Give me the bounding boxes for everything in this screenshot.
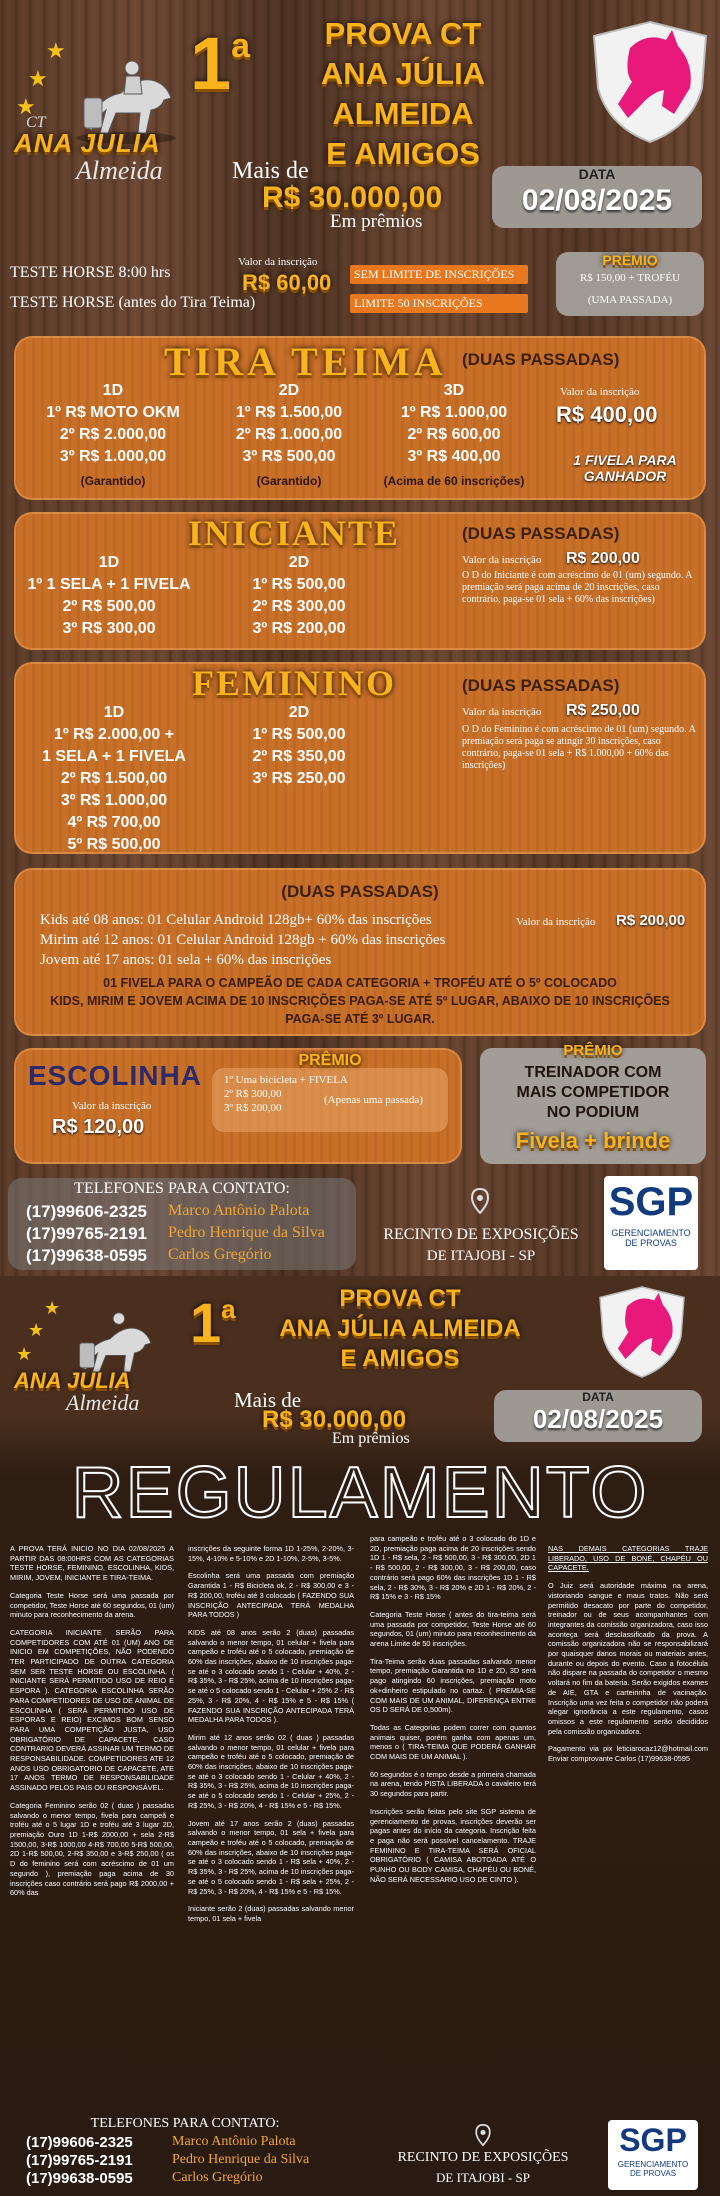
iniciante-note: O D do Iniciante é com acréscimo de 01 (um) segundo. A premiação será paga acima de 20 inscrições, caso contrário, paga-se 01 sela + 60% das inscrições) <box>462 570 692 605</box>
col-head: 1D <box>102 382 124 399</box>
ordinal-sup: a <box>231 27 251 65</box>
rule-paragraph: Pagamento via pix leticiarocaz12@hotmail.com Enviar comprovante Carlos (17)99638-0595 <box>548 1744 708 1764</box>
prize-line: 3º R$ 500,00 <box>242 448 336 465</box>
rule-paragraph: KIDS até 08 anos serão 2 (duas) passadas salvando o menor tempo, 01 celular + fivela para campeão e troféu até o 5 colocado, premiação de 60% das inscrições, abaixo de 10 inscrições paga-se até o 3 colocado sendo 1 - Celular + 40%, 2 - R$ 35%, 3 - R$ 25%, acima de 10 inscrições paga-se até o 5 colocado sendo 1 - Celular + 25% 2 - R$ 25%, 3 - R$ 20%, 4 - R$ 15% e 5 - R$ 15% ( FAZENDO SUA INSCRIÇÃO ANTECIPADA TERÁ MEDALHA PARA TODOS ). <box>188 1627 354 1725</box>
contact-name: Marco Antônio Palota <box>172 2134 296 2149</box>
sgp-small-2: DE PROVAS <box>629 2169 677 2178</box>
contact-name: Carlos Gregório <box>168 1246 272 1263</box>
ordinal-number: 1 <box>190 1291 222 1354</box>
kids-line-1: Kids até 08 anos: 01 Celular Android 128gb+ 60% das inscrições <box>40 912 432 928</box>
escolinha-p1: 1º Uma bicicleta + FIVELA <box>224 1074 348 1086</box>
rule-column-2 <box>188 1544 354 1932</box>
contact-name: Pedro Henrique da Silva <box>168 1224 325 1241</box>
phone[interactable]: (17)99638-0595 <box>26 2170 133 2187</box>
treinador-line-2: MAIS COMPETIDOR <box>516 1084 670 1101</box>
regulamento-body <box>10 1534 710 2104</box>
feminino-panel <box>14 662 706 854</box>
rule-paragraph: Iniciante serão 2 (duas) passadas salvando menor tempo, 01 sela + fivela <box>188 1904 354 1923</box>
escolinha-note: (Apenas uma passada) <box>324 1094 423 1106</box>
feminino-col-2d <box>214 702 384 790</box>
ordinal-number: 1 <box>190 22 232 105</box>
ordinal <box>190 1278 236 1354</box>
location-pin-icon <box>470 1188 490 1214</box>
iniciante-fee-label: Valor da inscrição <box>462 554 542 566</box>
prize-line: 2º R$ 300,00 <box>252 598 346 615</box>
venue-line-1: RECINTO DE EXPOSIÇÕES <box>397 2150 569 2165</box>
title-line-2: ANA JÚLIA ALMEIDA <box>279 1315 521 1342</box>
title-line-1: PROVA CT <box>339 1285 461 1312</box>
sgp-big: SGP <box>608 1180 694 1224</box>
kids-line-2: Mirim até 12 anos: 01 Celular Android 128gb + 60% das inscrições <box>40 932 446 948</box>
kids-fee-label: Valor da inscrição <box>516 916 596 928</box>
event-title <box>248 14 558 174</box>
date-value: 02/08/2025 <box>532 1404 664 1434</box>
kids-subtitle: (DUAS PASSADAS) <box>281 882 439 901</box>
teste-premio-line-2: (UMA PASSADA) <box>587 294 673 306</box>
rule-paragraph: CATEGORIA INICIANTE SERÃO PARA COMPETIDORES COM ATÉ 01 (UM) ANO DE INICIO EM COMPETIÇÕES, NÃO PODENDO TER PARTICIPADO DE OUTRA CATEGORIA SEM SER TESTE HORSE OU ESCOLINHA. ( INICIANTE SERÁ PERMITIDO USO DE REIO E ESPORA ). CATEGORIA ESCOLINHA SERÃO PARA COMPETIDORES DE USO DE ANIMAL DE ESCOLINHA ( SERÁ PERMITIDO USO DE ESPORAS E REIO) EXCIMOS BOM SENSO PARA UMA COMPETIÇÃO JUSTA, USO OBRIGATÓRIO DE CAPACETE, CASO CONTRARIO DEVERÁ ASSINAR UM TERMO DE RESPONSABILIDADE. COMPETIDORES ATE 12 ANOS USO OBRIGATORIO DE CAPACETE, ATE 17 ANOS TERMO DE RESPONSABILIDADE ASSINADO PELOS PAIS OU RESPONSÁVEL. <box>10 1627 174 1793</box>
prize-amount: R$ 30.000,00 <box>262 181 443 214</box>
prize-line: 3º R$ 1.000,00 <box>60 792 168 809</box>
date-box <box>494 1390 702 1442</box>
iniciante-fee-value: R$ 200,00 <box>566 550 640 567</box>
badge-sem-limite: SEM LIMITE DE INSCRIÇÕES <box>350 265 528 284</box>
sgp-small-1: GERENCIAMENTO <box>611 1228 691 1238</box>
tira-teima-subtitle: (DUAS PASSADAS) <box>462 350 620 369</box>
iniciante-subtitle: (DUAS PASSADAS) <box>462 524 620 543</box>
venue-line-2: DE ITAJOBI - SP <box>436 2170 530 2185</box>
iniciante-col-2d <box>214 552 384 640</box>
escolinha-p2: 2º R$ 300,00 <box>224 1088 282 1100</box>
col-note: (Garantido) <box>256 474 322 488</box>
feminino-title: FEMININO <box>192 663 396 703</box>
title-line-2: ANA JÚLIA ALMEIDA <box>320 56 486 131</box>
prize-line: 3º R$ 200,00 <box>252 620 346 637</box>
logo-name: ANA JULIA <box>14 128 161 158</box>
escolinha-premio-title: PRÊMIO <box>298 1052 362 1069</box>
prize-pre: Mais de <box>232 158 309 184</box>
teste-premio-title: PRÊMIO <box>602 252 658 268</box>
sgp-logo <box>608 2120 698 2190</box>
teste-fee-value: R$ 60,00 <box>242 270 332 295</box>
logo-ct: CT <box>26 114 46 131</box>
contacts-title: TELEFONES PARA CONTATO: <box>74 1180 290 1197</box>
prize-line: 5º R$ 500,00 <box>67 836 161 853</box>
sgp-small-1: GERENCIAMENTO <box>617 2160 689 2169</box>
prize-line: 3º R$ 300,00 <box>62 620 156 637</box>
col-head: 1D <box>98 554 120 571</box>
rule-paragraph: Tira-Teima serão duas passadas salvando menor tempo, premiação Garantida no 1D e 2D, 3D será pago atingindo 60 inscrições, premiação moto ok+dinheiro estipulado no cartaz. ( PREMIA-SE COM MAIS DE UM ANIMAL, DIFERENÇA ENTRE OS D SERÁ DE 0,500m). <box>370 1656 536 1715</box>
contact-name: Pedro Henrique da Silva <box>172 2152 310 2167</box>
prize-line: 2º R$ 500,00 <box>62 598 156 615</box>
rule-paragraph: Escolinha será uma passada com premiação Garantida 1 - R$ Bicicleta ok, 2 - R$ 300,00 e 3 - R$ 200,00, troféu até 3 colocado ( FAZENDO SUA INSCRIÇÃO ANTECIPADA TERÁ MEDALHA PARA TODOS ) <box>188 1571 354 1620</box>
kids-bold-2: KIDS, MIRIM E JOVEM ACIMA DE 10 INSCRIÇÕES PAGA-SE ATÉ 5º LUGAR, ABAIXO DE 10 INSCRIÇÕES PAGA-SE ATÉ 3º LUGAR. <box>50 994 670 1026</box>
contact-name: Carlos Gregório <box>172 2170 263 2185</box>
location-pin-icon <box>474 2124 492 2146</box>
contacts-box <box>8 1178 356 1270</box>
prize-line: 1º R$ 2.000,00 + <box>53 726 175 743</box>
kids-bold-1: 01 FIVELA PARA O CAMPEÃO DE CADA CATEGORIA + TROFÉU ATÉ O 5º COLOCADO <box>103 976 617 990</box>
escolinha-fee-label: Valor da inscrição <box>72 1100 152 1112</box>
prize-line: 2º R$ 1.000,00 <box>235 426 343 443</box>
prize-line: 3º R$ 400,00 <box>407 448 501 465</box>
prize-line: 2º R$ 600,00 <box>407 426 501 443</box>
prize-amount: R$ 30.000,00 <box>262 1406 407 1433</box>
title-line-3: E AMIGOS <box>326 136 480 171</box>
phone[interactable]: (17)99606-2325 <box>26 2134 133 2151</box>
star-icon: ★ <box>16 94 36 119</box>
date-label: DATA <box>578 166 616 182</box>
col-head: 2D <box>288 554 310 571</box>
prize-line: 1º R$ 500,00 <box>252 576 346 593</box>
prize-line: 3º R$ 250,00 <box>252 770 346 787</box>
prize-post: Em prêmios <box>332 1430 410 1447</box>
escolinha-panel <box>14 1048 462 1164</box>
title-line-3: E AMIGOS <box>340 1345 460 1372</box>
badge-limite-50: LIMITE 50 INSCRIÇÕES <box>350 294 528 313</box>
prize-line: 1 SELA + 1 FIVELA <box>42 748 186 765</box>
rule-paragraph: Todas as Categorias podem correr com quantos animais quiser, porém ganha com apenas um, menos o ( TIRA-TEIMA QUE PODERÁ GANHAR COM MAIS DE UM ANIMAL ). <box>370 1722 536 1762</box>
rule-paragraph: NAS DEMAIS CATEGORIAS TRAJE LIBERADO, USO DE BONÉ, CHAPÉU OU CAPACETE. <box>548 1544 708 1573</box>
treinador-box <box>480 1042 706 1164</box>
date-value: 02/08/2025 <box>521 184 673 217</box>
event-title <box>250 1284 550 1374</box>
rule-column-3 <box>370 1534 536 1893</box>
regulamento-title: REGULAMENTO <box>71 1453 649 1533</box>
tira-teima-col-3d <box>364 380 544 488</box>
iniciante-title: INICIANTE <box>188 513 401 553</box>
prize-pre: Mais de <box>234 1388 302 1412</box>
tira-teima-fee-value: R$ 400,00 <box>556 402 658 427</box>
venue-line-2: DE ITAJOBI - SP <box>426 1248 536 1264</box>
ordinal <box>190 6 250 104</box>
iniciante-panel <box>14 512 706 650</box>
col-note: (Garantido) <box>80 474 146 488</box>
sgp-logo <box>604 1176 698 1270</box>
star-icon: ★ <box>46 38 66 63</box>
prize-line: 4º R$ 700,00 <box>67 814 161 831</box>
horse-shield-icon <box>588 18 712 146</box>
regulamento-page <box>0 1276 720 2196</box>
prize-line: 3º R$ 1.000,00 <box>59 448 167 465</box>
sgp-small-2: DE PROVAS <box>625 1238 677 1248</box>
rule-paragraph: A PROVA TERÁ INICIO NO DIA 02/08/2025 A PARTIR DAS 08:00HRS COM AS CATEGORIAS TESTE HORSE, FEMININO, ESCOLINHA, KIDS, MIRIM, JOVEM, INICIANTE E TIRA-TEIMA. <box>10 1544 174 1583</box>
logo-name: ANA JULIA <box>14 1368 131 1393</box>
rule-paragraph: Categoria Teste Horse ( antes do tira-teima será uma passada por competidor, Teste Horse até 60 segundos, 01 (um) minuto para reconhecimento da arena Limite de 50 inscrições. <box>370 1609 536 1649</box>
tira-teima-extra: 1 FIVELA PARA GANHADOR <box>573 452 677 484</box>
col-head: 1D <box>103 704 125 721</box>
rule-column-4 <box>548 1544 708 1772</box>
feminino-col-1d <box>24 702 204 856</box>
teste-line-2: TESTE HORSE (antes do Tira Teima) <box>10 294 256 311</box>
sgp-big: SGP <box>619 2122 687 2158</box>
date-box <box>492 166 702 228</box>
iniciante-col-1d <box>14 552 204 640</box>
treinador-line-1: TREINADOR COM <box>524 1064 662 1081</box>
col-head: 2D <box>288 704 310 721</box>
escolinha-fee-value: R$ 120,00 <box>52 1116 145 1138</box>
kids-fee-value: R$ 200,00 <box>616 912 686 929</box>
venue-line-1: RECINTO DE EXPOSIÇÕES <box>383 1226 579 1243</box>
star-icon: ★ <box>16 1344 33 1364</box>
feminino-subtitle: (DUAS PASSADAS) <box>462 676 620 695</box>
rule-paragraph: 60 segundos é o tempo desde a primeira chamada na arena, tendo PISTA LIBERADA o cavaleiro terá 30 segundos para partir. <box>370 1769 536 1799</box>
treinador-premio-title: PRÊMIO <box>563 1042 623 1059</box>
feminino-fee-label: Valor da inscrição <box>462 706 542 718</box>
phone[interactable]: (17)99606-2325 <box>26 1202 147 1221</box>
teste-fee-label: Valor da inscrição <box>238 256 318 268</box>
phone[interactable]: (17)99638-0595 <box>26 1246 147 1265</box>
rule-paragraph: para campeão e troféu até o 3 colocado do 1D e 2D, premiação paga acima de 20 inscrições sendo 1D 1 - R$ sela, 2 - R$ 500,00, 3 - R$ 300,00, 2D 1 - R$ 500,00, 2 - R$ 300,00, 3 - R$ 200,00, caso contrário será pago 60% das inscrições 1D 1 - R$ sela, 2 - R$ 30%, 3 - R$ 20% e 2D 1 - R$ 20%, 2 - R$ 15% e 3 - R$ 15% <box>370 1534 536 1602</box>
feminino-fee-value: R$ 250,00 <box>566 702 640 719</box>
prize-line: 1º R$ 500,00 <box>252 726 346 743</box>
rule-paragraph: Categoria Teste Horse será uma passada por competidor, Teste Horse até 60 segundos, 01 (um) minuto para reconhecimento da arena. <box>10 1590 174 1620</box>
prize-line: 2º R$ 350,00 <box>252 748 346 765</box>
logo-surname: Almeida <box>76 156 163 185</box>
rule-column-1 <box>10 1544 174 1906</box>
tira-teima-panel <box>14 336 706 500</box>
col-head: 2D <box>278 382 300 399</box>
rule-paragraph: Inscrições serão feitas pelo site SGP sistema de gerenciamento de provas, inscrições deverão ser pagas antes do início da categoria. Inscrição feita e paga não será possível cancelamento. TRAJE FEMININO E TIRA-TEIMA SERÁ OFICIAL OBRIGATÓRIO ( CAMISA ABOTOADA ATÉ O PUNHO OU BODY CAMISA, CHAPÉU OU BONÉ, NÃO SERÁ NECESSARIO USO DE CINTO ). <box>370 1806 536 1884</box>
rule-paragraph: Categoria Feminino serão 02 ( duas ) passadas salvando o menor tempo, fivela para campeã e troféu até o 5 lugar 1D e troféu até 3 lugar 2D, premiação Ouro 1D 1-R$ 2000,00 + sela 2-R$ 1500,00, 3-R$ 1000,00 4-R$ 700,00 5-R$ 500,00, 2D 1-R$ 500,00, 2-R$ 350,00 e 3-R$ 250,00 ( os D do feminino será com acréscimo de 01 um segundo ), premiação paga acima de 30 inscrições caso contrário será pago R$ 2000,00 + 60% das <box>10 1800 174 1898</box>
tira-teima-col-1d <box>28 380 198 488</box>
ct-logo <box>6 1284 206 1414</box>
star-icon: ★ <box>28 66 48 91</box>
rule-paragraph: Mirim até 12 anos serão 02 ( duas ) passadas salvando o menor tempo, 01 celular + fivela para campeão e troféu até o 5 colocado, premiação de 60% das inscrições, abaixo de 10 inscrições paga-se até o 3 colocado sendo 1 - Celular + 40%, 2 - R$ 35%, 3 - R$ 25%, acima de 10 inscrições paga-se até o 5 colocado sendo 1 - Celular + 25%, 2 - R$ 25%, 3 - R$ 20%, 4 - R$ 15% e 5 - R$ 15%. <box>188 1732 354 1810</box>
logo-surname: Almeida <box>66 1390 140 1415</box>
tira-teima-col-2d <box>204 380 374 488</box>
contact-name: Marco Antônio Palota <box>168 1202 310 1219</box>
prize-line: 1º R$ 1.000,00 <box>400 404 508 421</box>
prize-post: Em prêmios <box>330 211 423 232</box>
col-head: 3D <box>443 382 465 399</box>
title-line-1: PROVA CT <box>324 16 482 51</box>
rule-paragraph: O Juiz será autoridade máxima na arena, vistoriando sangue e maus tratos. Não será permitido desacato por parte do competidor, treinador ou de seus acompanhantes com integrantes da comissão organizadora, caso isso aconteça será desclassificado da prova. A comissão organizadora não se responsabilizará por quaisquer danos morais ou materiais antes, durante ou depois do evento. Caso a fotocélula não dispare na passada do competidor o mesmo voltará no fim da bateria. Serão exigidos exames de AIE, GTA e carteirinha de vacinação. Inscrição uma vez feita o competidor não poderá alegar ignorância a este regulamento, casos omissos a este regulamento serão decididos pela comissão organizadora. <box>548 1581 708 1736</box>
prize-line: 1º R$ MOTO OKM <box>46 404 180 421</box>
treinador-reward: Fivela + brinde <box>515 1128 671 1153</box>
teste-premio-line-1: R$ 150,00 + TROFÉU <box>579 272 681 284</box>
col-note: (Acima de 60 inscrições) <box>383 474 525 488</box>
date-label: DATA <box>582 1390 614 1404</box>
star-icon: ★ <box>28 1320 45 1340</box>
star-icon: ★ <box>44 1298 61 1318</box>
escolinha-premio-box <box>212 1052 448 1132</box>
kids-panel <box>14 868 706 1036</box>
ct-logo <box>6 18 206 188</box>
horse-shield-icon <box>590 1284 694 1380</box>
phone[interactable]: (17)99765-2191 <box>26 1224 147 1243</box>
tira-teima-fee-label: Valor da inscrição <box>560 386 640 398</box>
teste-premio-box <box>556 252 704 316</box>
contacts-title: TELEFONES PARA CONTATO: <box>90 2116 280 2131</box>
prize-line: 1º 1 SELA + 1 FIVELA <box>27 576 191 593</box>
contacts-box <box>10 2116 360 2190</box>
ordinal-sup: a <box>221 1294 236 1324</box>
teste-line-1: TESTE HORSE 8:00 hrs <box>10 264 171 281</box>
escolinha-p3: 3º R$ 200,00 <box>224 1102 282 1114</box>
prize-line: 2º R$ 1.500,00 <box>60 770 168 787</box>
escolinha-title: ESCOLINHA <box>28 1060 202 1091</box>
prize-line: 1º R$ 1.500,00 <box>235 404 343 421</box>
kids-line-3: Jovem até 17 anos: 01 sela + 60% das inscrições <box>40 952 332 968</box>
phone[interactable]: (17)99765-2191 <box>26 2152 133 2169</box>
tira-teima-title: TIRA TEIMA <box>164 339 447 384</box>
treinador-line-3: NO PODIUM <box>546 1104 640 1121</box>
feminino-note: O D do Feminino é com acréscimo de 01 (um) segundo. A premiação será paga se atingir 30 inscrições, caso contrário, paga-se 01 sela + R$ 1.000,00 + 60% das inscrições) <box>462 724 696 771</box>
rule-paragraph: inscrições da seguinte forma 1D 1-25%, 2-20%, 3-15%, 4-10% e 5-10% e 2D 1-10%, 2-5%, 3-5%. <box>188 1544 354 1563</box>
prize-line: 2º R$ 2.000,00 <box>59 426 167 443</box>
rule-paragraph: Jovem até 17 anos serão 2 (duas) passadas salvando o menor tempo, 01 sela + fivela para campeão e troféu até o 5 colocado, premiação de 60% das inscrições, abaixo de 10 inscrições paga-se até o 3 colocado sendo 1 - R$ sela + 40%, 2 - R$ 35%, 3 - R$ 25%, acima de 10 inscrições paga-se até o 5 colocado sendo 1 - R$ sela + 25%, 2 - R$ 25%, 3 - R$ 20%, 4 - R$ 15% e 5 - R$ 15%. <box>188 1818 354 1896</box>
